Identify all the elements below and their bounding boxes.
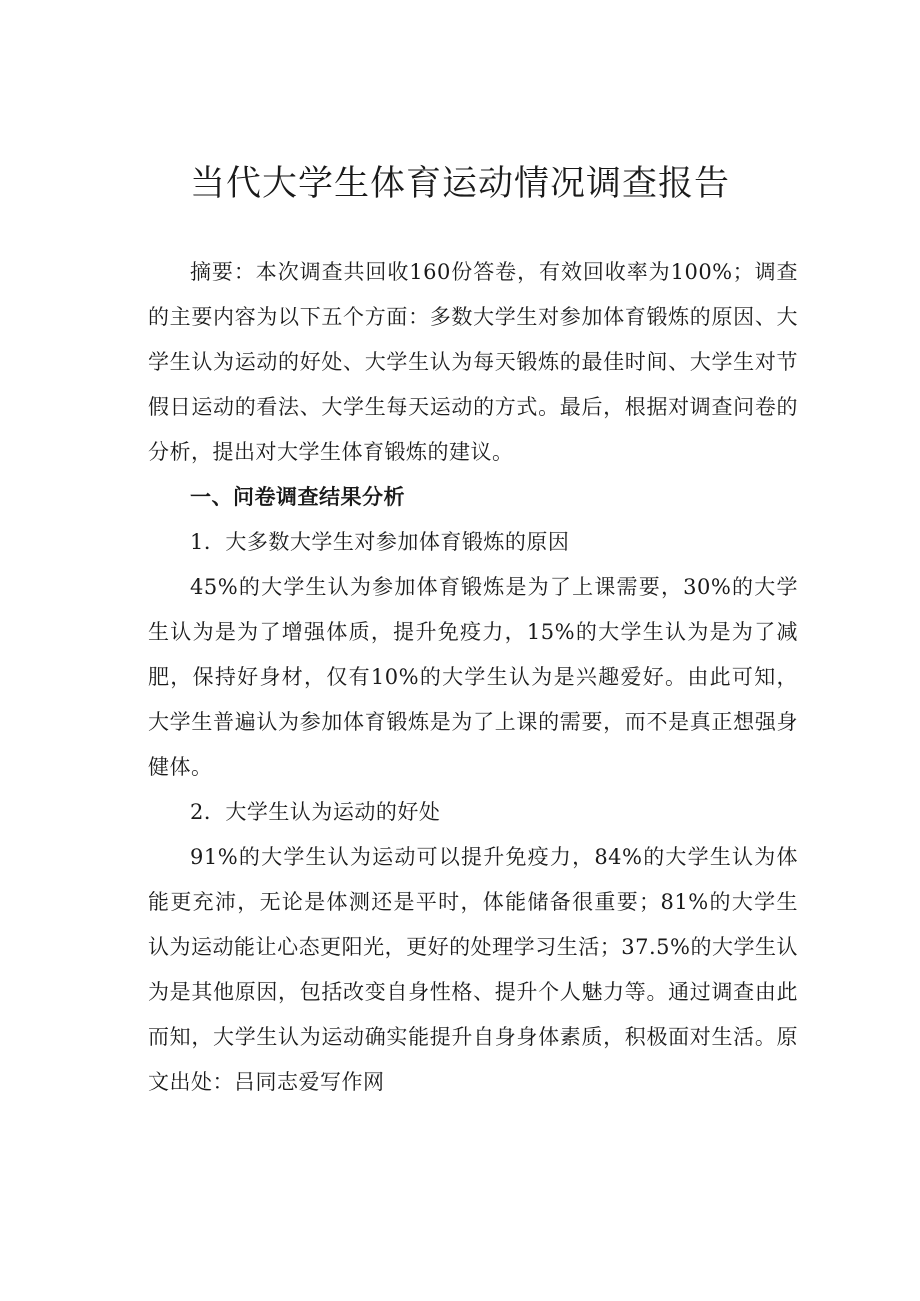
item1-heading: 1．大多数大学生对参加体育锻炼的原因 <box>190 530 570 554</box>
item2-paragraph: 91%的大学生认为运动可以提升免疫力，84%的大学生认为体能更充沛，无论是体测还是平时，体能储备很重要；81%的大学生认为运动能让心态更阳光，更好的处理学习生活；37.5%的大学生认为是其他原因，包括改变自身性格、提升个人魅力等。通过调查由此而知，大学生认为运动确实能提升自身身体素质，积极面对生活。原文出处：吕同志爱写作网 <box>148 845 798 1094</box>
item2-heading: 2．大学生认为运动的好处 <box>190 800 441 824</box>
section-heading: 一、问卷调查结果分析 <box>190 485 405 509</box>
document-title: 当代大学生体育运动情况调查报告 <box>189 164 730 204</box>
abstract-paragraph: 摘要：本次调查共回收160份答卷，有效回收率为100%；调查的主要内容为以下五个方面：多数大学生对参加体育锻炼的原因、大学生认为运动的好处、大学生认为每天锻炼的最佳时间、大学生对节假日运动的看法、大学生每天运动的方式。最后，根据对调查问卷的分析，提出对大学生体育锻炼的建议。 <box>148 260 798 464</box>
document-body <box>148 250 798 1105</box>
item1-paragraph: 45%的大学生认为参加体育锻炼是为了上课需要，30%的大学生认为是为了增强体质，提升免疫力，15%的大学生认为是为了减肥，保持好身材，仅有10%的大学生认为是兴趣爱好。由此可知，大学生普遍认为参加体育锻炼是为了上课的需要，而不是真正想强身健体。 <box>148 575 798 779</box>
